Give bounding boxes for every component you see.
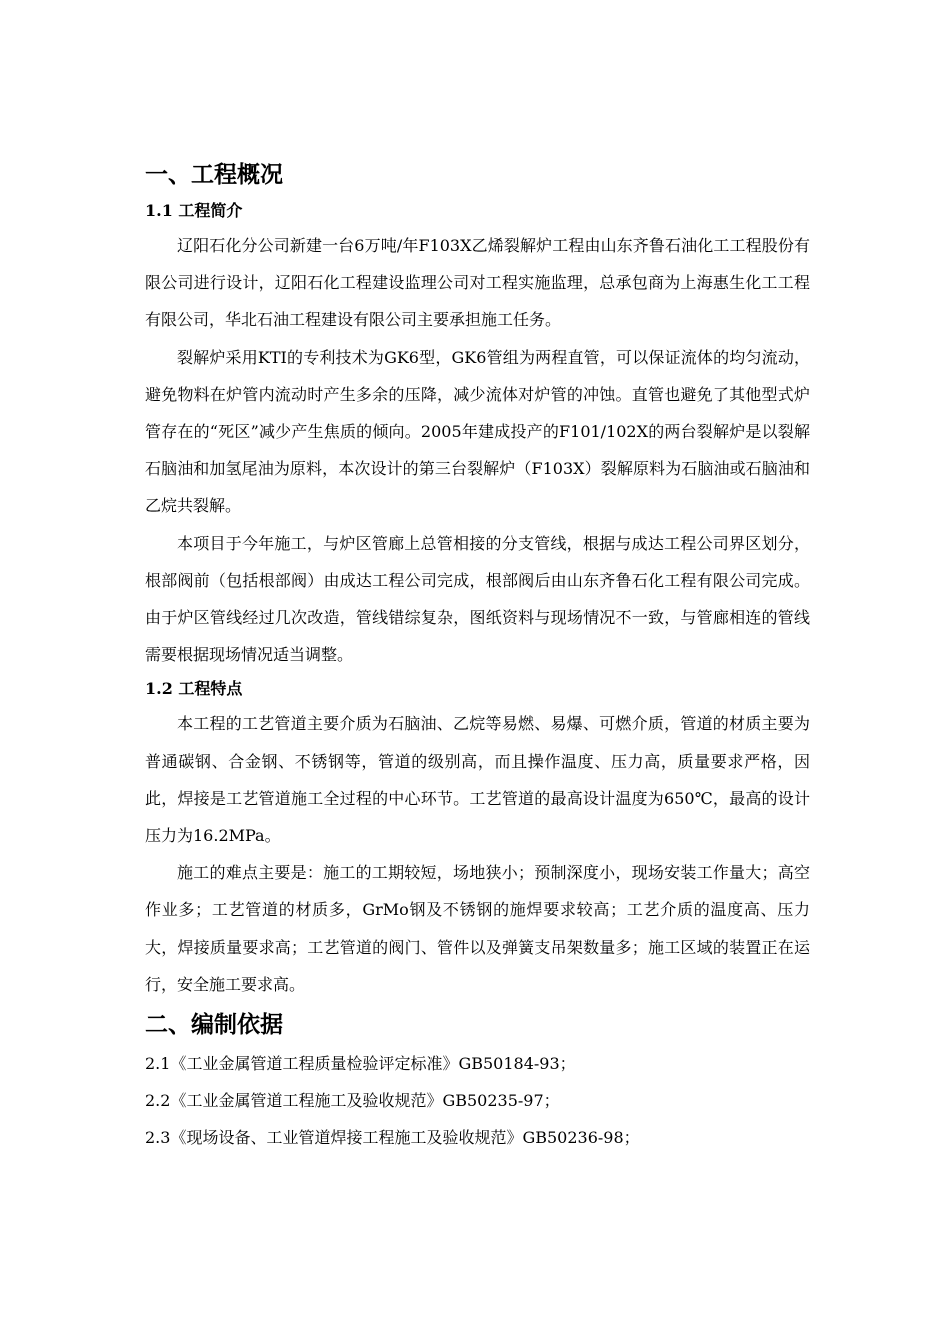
reference-item: 2.1《工业金属管道工程质量检验评定标准》GB50184-93； <box>145 1054 576 1074</box>
reference-item: 2.3《现场设备、工业管道焊接工程施工及验收规范》GB50236-98； <box>145 1128 640 1148</box>
section-heading-basis: 二、编制依据 <box>145 1012 283 1039</box>
subsection-heading-features: 1.2 工程特点 <box>145 679 243 699</box>
paragraph: 本项目于今年施工，与炉区管廊上总管相接的分支管线，根据与成达工程公司界区划分，根部阀前（包括根部阀）由成达工程公司完成，根部阀后由山东齐鲁石化工程有限公司完成。由于炉区管线经过几次改造，管线错综复杂，图纸资料与现场情况不一致，与管廊相连的管线需要根据现场情况适当调整。 <box>145 533 810 665</box>
paragraph: 本工程的工艺管道主要介质为石脑油、乙烷等易燃、易爆、可燃介质，管道的材质主要为普通碳钢、合金钢、不锈钢等，管道的级别高，而且操作温度、压力高，质量要求严格，因此，焊接是工艺管道施工全过程的中心环节。工艺管道的最高设计温度为650℃，最高的设计压力为16.2MPa。 <box>145 714 810 846</box>
paragraph: 裂解炉采用KTI的专利技术为GK6型，GK6管组为两程直管，可以保证流体的均匀流动，避免物料在炉管内流动时产生多余的压降，减少流体对炉管的冲蚀。直管也避免了其他型式炉管存在的“死区”减少产生焦质的倾向。2005年建成投产的F101/102X的两台裂解炉是以裂解石脑油和加氢尾油为原料，本次设计的第三台裂解炉（F103X）裂解原料为石脑油或石脑油和乙烷共裂解。 <box>145 347 810 516</box>
section-heading-overview: 一、工程概况 <box>145 162 283 188</box>
reference-item: 2.2《工业金属管道工程施工及验收规范》GB50235-97； <box>145 1091 560 1111</box>
paragraph: 施工的难点主要是：施工的工期较短，场地狭小；预制深度小，现场安装工作量大；高空作业多；工艺管道的材质多，GrMo钢及不锈钢的施焊要求较高；工艺介质的温度高、压力大，焊接质量要求高；工艺管道的阀门、管件以及弹簧支吊架数量多；施工区域的装置正在运行，安全施工要求高。 <box>145 863 810 994</box>
paragraph: 辽阳石化分公司新建一台6万吨/年F103X乙烯裂解炉工程由山东齐鲁石油化工工程股份有限公司进行设计，辽阳石化工程建设监理公司对工程实施监理，总承包商为上海惠生化工工程有限公司，华北石油工程建设有限公司主要承担施工任务。 <box>145 236 810 330</box>
subsection-heading-introduction: 1.1 工程简介 <box>145 201 243 220</box>
document-page <box>145 155 810 1156</box>
